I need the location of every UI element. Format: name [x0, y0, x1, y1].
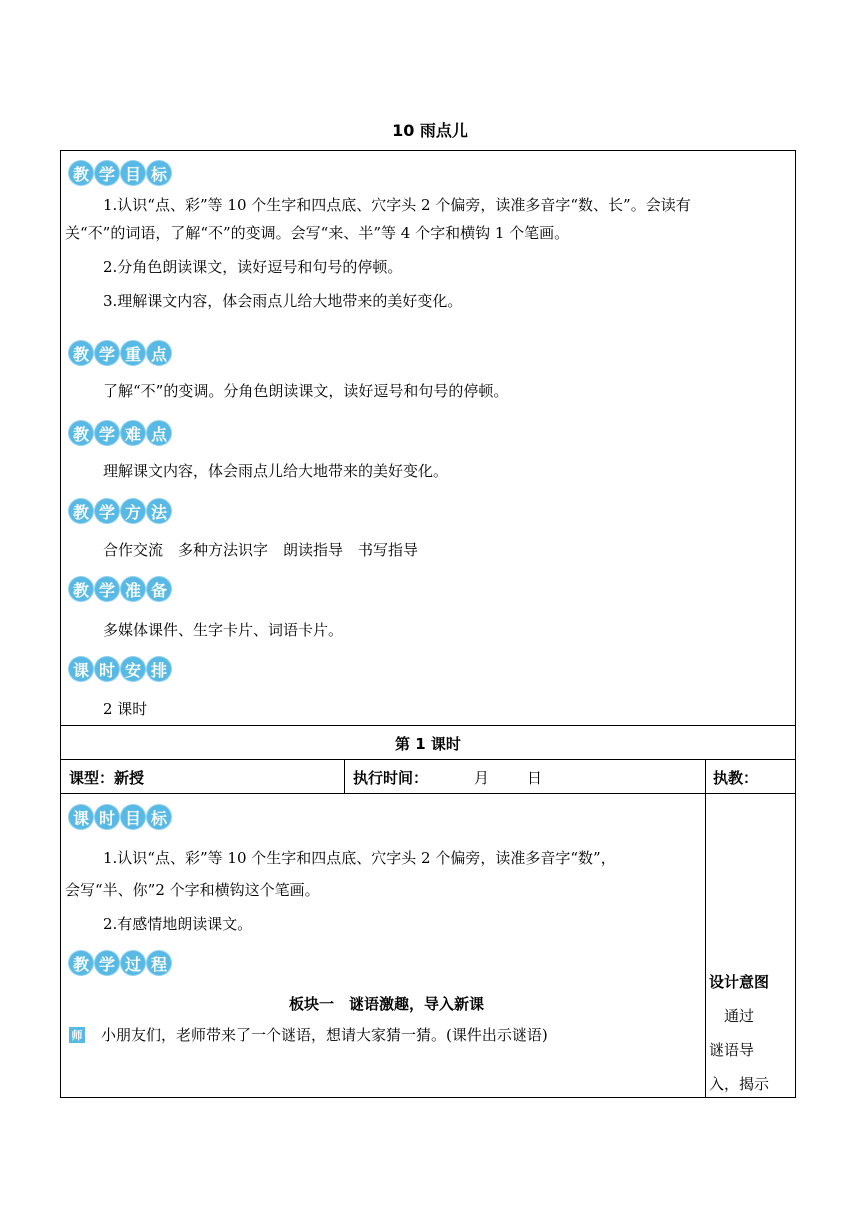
heading-lesson-goals — [69, 803, 173, 831]
heading-char: 重 — [121, 341, 145, 365]
key-points-text: 了解“不”的变调。分角色朗读课文，读好逗号和句号的停顿。 — [103, 382, 509, 400]
lesson-goals-text — [65, 844, 703, 938]
heading-char: 学 — [95, 577, 119, 601]
divider — [61, 793, 795, 794]
heading-char: 课 — [69, 805, 93, 829]
heading-char: 点 — [147, 341, 171, 365]
heading-char: 学 — [95, 421, 119, 445]
design-intent-line: 入，揭示 — [709, 1075, 770, 1093]
goal-line: 2.有感情地朗读课文。 — [103, 915, 253, 933]
goal-line: 1.认识“点、彩”等 10 个生字和四点底、穴字头 2 个偏旁，读准多音字“数、长”。会读有 — [103, 196, 691, 214]
heading-char: 标 — [147, 805, 171, 829]
heading-char: 难 — [121, 421, 145, 445]
heading-char: 排 — [147, 657, 171, 681]
heading-methods — [69, 497, 173, 525]
heading-difficulties — [69, 419, 173, 447]
heading-char: 教 — [69, 951, 93, 975]
heading-char: 安 — [121, 657, 145, 681]
heading-char: 过 — [121, 951, 145, 975]
design-intent — [709, 965, 795, 1101]
heading-char: 点 — [147, 421, 171, 445]
preparation-text: 多媒体课件、生字卡片、词语卡片。 — [103, 621, 344, 639]
heading-schedule — [69, 655, 173, 683]
heading-char: 学 — [95, 161, 119, 185]
divider — [705, 759, 706, 1097]
schedule-text: 2 课时 — [103, 700, 148, 718]
execution-time-label: 执行时间： — [353, 769, 429, 787]
heading-char: 标 — [147, 161, 171, 185]
divider — [61, 725, 795, 726]
heading-char: 目 — [121, 161, 145, 185]
lesson-type: 课型：新授 — [69, 769, 145, 787]
heading-char: 学 — [95, 951, 119, 975]
teacher-line: 小朋友们，老师带来了一个谜语，想请大家猜一猜。(课件出示谜语) — [101, 1026, 548, 1044]
heading-char: 教 — [69, 499, 93, 523]
day-label: 日 — [527, 769, 543, 787]
block-title: 板块一 谜语激趣，导入新课 — [289, 995, 485, 1013]
heading-char: 时 — [95, 657, 119, 681]
month-label: 月 — [474, 769, 490, 787]
design-intent-title: 设计意图 — [709, 973, 770, 991]
heading-char: 程 — [147, 951, 171, 975]
goal-line: 3.理解课文内容，体会雨点儿给大地带来的美好变化。 — [103, 292, 463, 310]
divider — [61, 759, 795, 760]
heading-char: 方 — [121, 499, 145, 523]
page-title: 10 雨点儿 — [392, 121, 468, 140]
goal-line: 2.分角色朗读课文，读好逗号和句号的停顿。 — [103, 258, 403, 276]
teaching-goals-text — [65, 191, 793, 315]
design-intent-line: 通过 — [709, 1007, 755, 1025]
divider — [344, 759, 345, 793]
heading-char: 准 — [121, 577, 145, 601]
heading-char: 教 — [69, 421, 93, 445]
heading-char: 时 — [95, 805, 119, 829]
heading-char: 法 — [147, 499, 171, 523]
heading-char: 教 — [69, 577, 93, 601]
heading-char: 备 — [147, 577, 171, 601]
design-intent-line: 谜语导 — [709, 1041, 755, 1059]
heading-preparation — [69, 575, 173, 603]
heading-char: 课 — [69, 657, 93, 681]
heading-teaching-goals — [69, 159, 173, 187]
teacher-badge: 师 — [69, 1027, 85, 1043]
heading-char: 教 — [69, 161, 93, 185]
goal-line: 关“不”的词语，了解“不”的变调。会写“来、半”等 4 个字和横钩 1 个笔画。 — [65, 224, 570, 242]
heading-char: 目 — [121, 805, 145, 829]
goal-line: 1.认识“点、彩”等 10 个生字和四点底、穴字头 2 个偏旁，读准多音字“数”， — [103, 849, 616, 867]
heading-char: 学 — [95, 341, 119, 365]
teacher-label: 执教： — [713, 769, 759, 787]
heading-char: 教 — [69, 341, 93, 365]
methods-text: 合作交流 多种方法识字 朗读指导 书写指导 — [103, 541, 419, 559]
lesson-plan-table — [60, 150, 796, 1098]
lesson-title: 第 1 课时 — [395, 735, 461, 753]
goal-line: 会写“半、你”2 个字和横钩这个笔画。 — [65, 881, 320, 899]
difficulties-text: 理解课文内容，体会雨点儿给大地带来的美好变化。 — [103, 462, 449, 480]
heading-teaching-process — [69, 949, 173, 977]
heading-char: 学 — [95, 499, 119, 523]
heading-key-points — [69, 339, 173, 367]
